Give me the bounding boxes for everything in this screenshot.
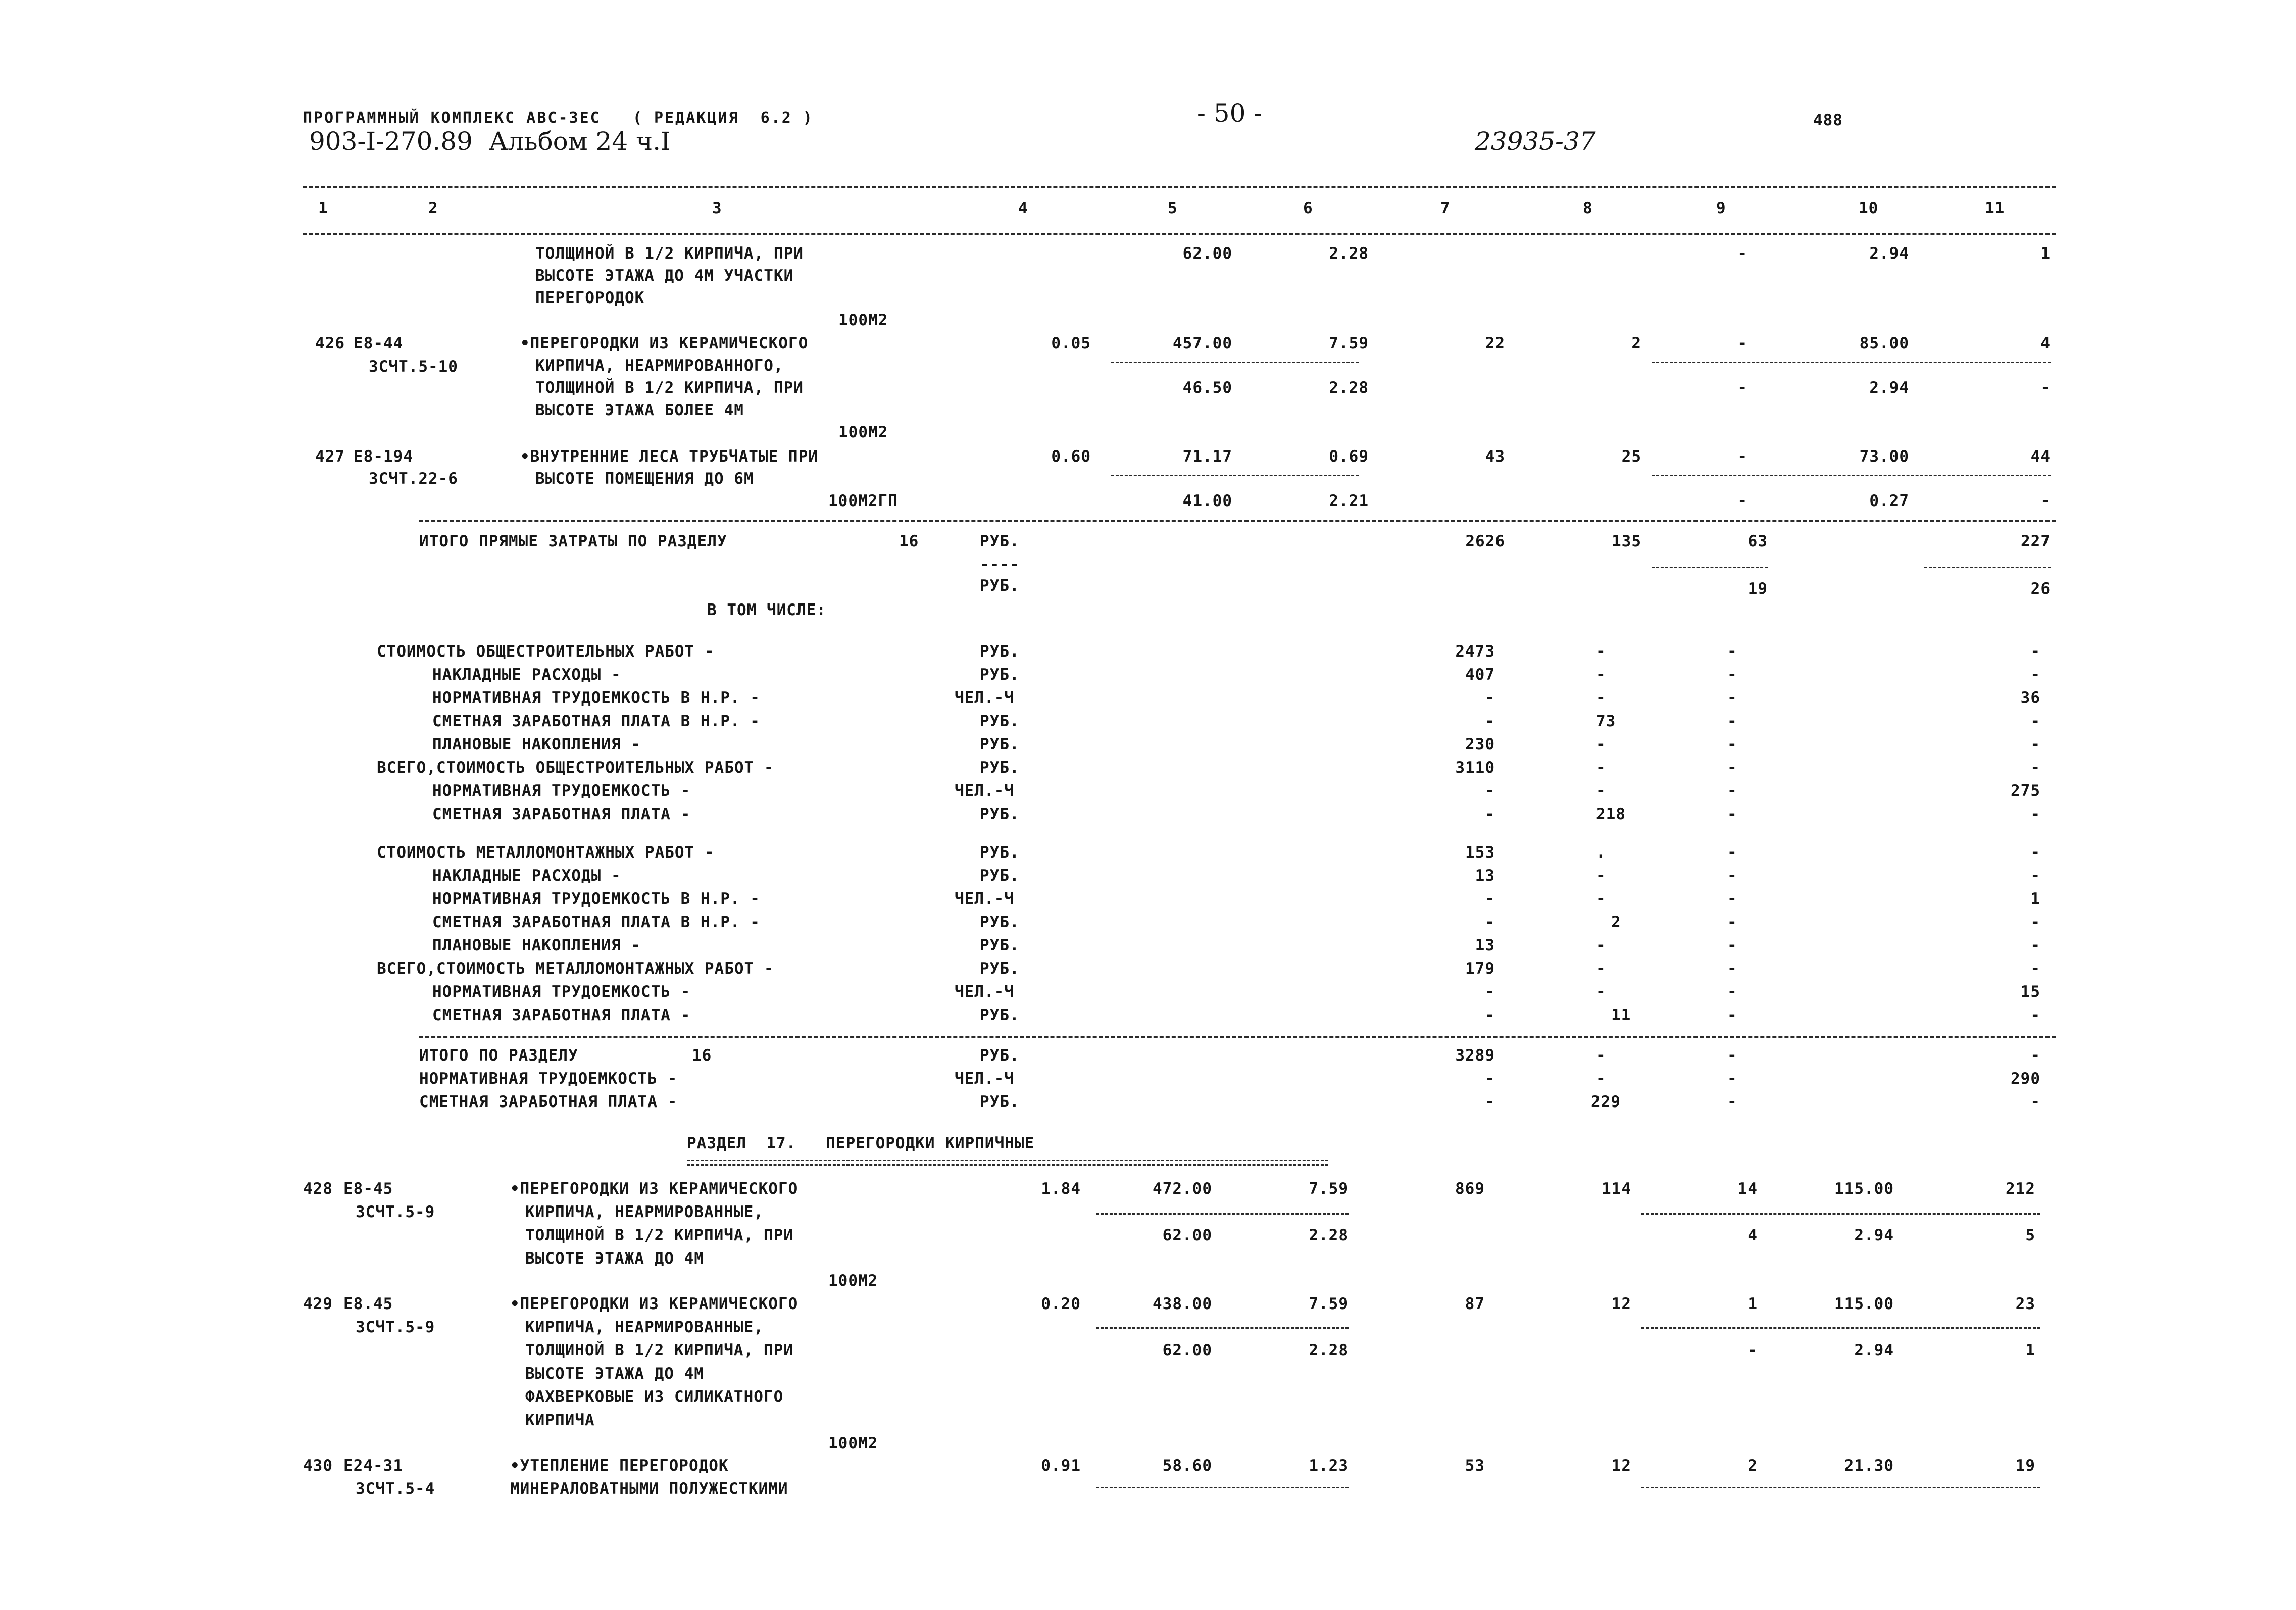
itogo-direct-c8: 135 [1612,532,1641,550]
metal-label-1: НАКЛАДНЫЕ РАСХОДЫ - [432,867,621,885]
row426-c9a: - [1737,334,1748,353]
metal-unit-1: РУБ. [980,867,1020,885]
row429-c10b: 2.94 [1854,1341,1894,1360]
top-desc-line-3: ПЕРЕГОРОДОК [535,289,645,307]
construction-c9-2: - [1727,689,1737,707]
metal-unit-6: ЧЕЛ.-Ч [955,983,1014,1001]
row426-unit: 100М2 [838,423,888,441]
row426-c11a: 4 [2040,334,2051,353]
itogo-section-label-1: НОРМАТИВНАЯ ТРУДОЕМКОСТЬ - [419,1070,678,1088]
construction-unit-0: РУБ. [980,642,1020,661]
row429-num: 429 [303,1295,333,1313]
itogo-direct-c9: 63 [1748,532,1768,550]
row428-c10a: 115.00 [1834,1180,1894,1198]
construction-c7-2: - [1485,689,1495,707]
row429-unit: 100М2 [828,1434,878,1452]
project-title: 903-I-270.89 Альбом 24 ч.I [309,127,671,156]
construction-c11-0: - [2030,642,2040,661]
col-9: 9 [1716,199,1726,217]
construction-c7-7: - [1485,805,1495,823]
row429-c9a: 1 [1748,1295,1758,1313]
row428-desc-3: ТОЛЩИНОЙ В 1/2 КИРПИЧА, ПРИ [525,1226,793,1244]
itogo-section-c8-2: 229 [1591,1093,1621,1111]
metal-c11-1: - [2030,867,2040,885]
construction-c11-5: - [2030,759,2040,777]
metal-c11-2: 1 [2030,890,2040,908]
row428-c11b: 5 [2025,1226,2035,1244]
row426-code: Е8-44 [354,334,404,353]
page-number: - 50 - [1197,98,1263,128]
row427-desc-2: ВЫСОТЕ ПОМЕЩЕНИЯ ДО 6М [535,470,754,488]
metal-c7-4: 13 [1475,936,1495,954]
document-code: 23935-37 [1475,127,1596,156]
row427-c11a: 44 [2030,447,2051,466]
row426-c10a: 85.00 [1859,334,1909,353]
construction-label-2: НОРМАТИВНАЯ ТРУДОЕМКОСТЬ В Н.Р. - [432,689,760,707]
row427-c7: 43 [1485,447,1505,466]
metal-c9-1: - [1727,867,1737,885]
metal-c8-0: . [1596,843,1606,862]
construction-unit-5: РУБ. [980,759,1020,777]
row430-ref: ЗСЧТ.5-4 [356,1480,435,1498]
construction-c8-2: - [1596,689,1606,707]
metal-c8-6: - [1596,983,1606,1001]
itogo-section-c11-0: - [2030,1046,2040,1065]
row428-c5a: 472.00 [1153,1180,1212,1198]
construction-c8-3: 73 [1596,712,1616,730]
metal-c7-6: - [1485,983,1495,1001]
row426-c4: 0.05 [1051,334,1091,353]
row430-sub-rule-right [1641,1487,2040,1488]
metal-c8-7: 11 [1611,1006,1631,1024]
construction-c11-7: - [2030,805,2040,823]
metal-c7-5: 179 [1465,960,1495,978]
row426-desc-2: КИРПИЧА, НЕАРМИРОВАННОГО, [535,357,784,375]
row428-desc-4: ВЫСОТЕ ЭТАЖА ДО 4М [525,1249,704,1268]
row428-desc-1: •ПЕРЕГОРОДКИ ИЗ КЕРАМИЧЕСКОГО [510,1180,798,1198]
construction-c11-1: - [2030,666,2040,684]
metal-c7-2: - [1485,890,1495,908]
construction-c11-2: 36 [2020,689,2040,707]
construction-c7-1: 407 [1465,666,1495,684]
row429-c4: 0.20 [1041,1295,1081,1313]
row427-c9a: - [1737,447,1748,466]
row427-code: Е8-194 [354,447,413,466]
row429-c7: 87 [1465,1295,1485,1313]
row428-c10b: 2.94 [1854,1226,1894,1244]
metal-c9-5: - [1727,960,1737,978]
col-1: 1 [318,199,328,217]
row428-code: Е8-45 [343,1180,393,1198]
col-6: 6 [1303,199,1313,217]
metal-c11-6: 15 [2020,983,2040,1001]
row426-ref: ЗСЧТ.5-10 [369,358,458,376]
row429-sub-rule-right [1641,1327,2040,1329]
metal-label-7: СМЕТНАЯ ЗАРАБОТНАЯ ПЛАТА - [432,1006,691,1024]
construction-c8-6: - [1596,782,1606,800]
metal-label-0: СТОИМОСТЬ МЕТАЛЛОМОНТАЖНЫХ РАБОТ - [377,843,715,862]
col-2: 2 [428,199,438,217]
header-rule-bottom [303,233,2056,235]
col-8: 8 [1583,199,1593,217]
col-5: 5 [1168,199,1178,217]
itogo-section-label-2: СМЕТНАЯ ЗАРАБОТНАЯ ПЛАТА - [419,1093,678,1111]
row430-sub-rule-left [1096,1487,1349,1488]
itogo-section-c9-2: - [1727,1093,1737,1111]
metal-c8-3: 2 [1611,913,1621,931]
itogo-section-label-0: ИТОГО ПО РАЗДЕЛУ [419,1046,578,1065]
row427-desc-1: •ВНУТРЕННИЕ ЛЕСА ТРУБЧАТЫЕ ПРИ [520,447,818,466]
itogo-direct-c7: 2626 [1465,532,1505,550]
row429-c11a: 23 [2015,1295,2035,1313]
row429-ref: ЗСЧТ.5-9 [356,1318,435,1336]
itogo-section-c11-1: 290 [2011,1070,2040,1088]
metal-c11-4: - [2030,936,2040,954]
itogo-section-c7-1: - [1485,1070,1495,1088]
row426-c9b: - [1737,379,1748,397]
metal-c9-4: - [1727,936,1737,954]
row429-c11b: 1 [2025,1341,2035,1360]
metal-c9-0: - [1727,843,1737,862]
top-unit: 100М2 [838,311,888,329]
row430-c9a: 2 [1748,1456,1758,1475]
row427-c8: 25 [1621,447,1641,466]
construction-c8-7: 218 [1596,805,1626,823]
metal-c8-2: - [1596,890,1606,908]
itogo-direct-sub-rule-mid [1652,567,1768,568]
row428-c7: 869 [1455,1180,1485,1198]
section-17-underline [687,1160,1328,1166]
row428-c11a: 212 [2006,1180,2035,1198]
metal-unit-5: РУБ. [980,960,1020,978]
construction-c8-0: - [1596,642,1606,661]
metal-c7-3: - [1485,913,1495,931]
itogo-section-rule [419,1036,2056,1038]
itogo-direct-dashes: ---- [980,556,1020,574]
row427-ref: ЗСЧТ.22-6 [369,470,458,488]
top-desc-line-1: ТОЛЩИНОЙ В 1/2 КИРПИЧА, ПРИ [535,244,804,263]
construction-label-3: СМЕТНАЯ ЗАРАБОТНАЯ ПЛАТА В Н.Р. - [432,712,760,730]
metal-label-6: НОРМАТИВНАЯ ТРУДОЕМКОСТЬ - [432,983,691,1001]
construction-unit-4: РУБ. [980,735,1020,753]
itogo-section-c11-2: - [2030,1093,2040,1111]
row427-c5b: 41.00 [1182,492,1232,510]
metal-unit-4: РУБ. [980,936,1020,954]
row430-c11a: 19 [2015,1456,2035,1475]
col-10: 10 [1859,199,1879,217]
row427-c9b: - [1737,492,1748,510]
row429-code: Е8.45 [343,1295,393,1313]
itogo-direct-unit-2: РУБ. [980,577,1020,595]
row430-c6a: 1.23 [1309,1456,1349,1475]
row429-desc-2: КИРПИЧА, НЕАРМИРОВАННЫЕ, [525,1318,764,1336]
row428-ref: ЗСЧТ.5-9 [356,1203,435,1221]
row426-c5a: 457.00 [1173,334,1232,353]
construction-c9-5: - [1727,759,1737,777]
metal-label-2: НОРМАТИВНАЯ ТРУДОЕМКОСТЬ В Н.Р. - [432,890,760,908]
row428-unit: 100М2 [828,1272,878,1290]
row429-c10a: 115.00 [1834,1295,1894,1313]
metal-c7-1: 13 [1475,867,1495,885]
metal-c11-3: - [2030,913,2040,931]
construction-c11-6: 275 [2011,782,2040,800]
row429-c9b: - [1748,1341,1758,1360]
row430-c4: 0.91 [1041,1456,1081,1475]
row426-sub-rule-left [1111,362,1359,363]
row429-desc-1: •ПЕРЕГОРОДКИ ИЗ КЕРАМИЧЕСКОГО [510,1295,798,1313]
itogo-section-unit-2: РУБ. [980,1093,1020,1111]
row430-c5a: 58.60 [1162,1456,1212,1475]
construction-unit-6: ЧЕЛ.-Ч [955,782,1014,800]
itogo-section-c8-1: - [1596,1070,1606,1088]
row427-c6a: 0.69 [1329,447,1369,466]
row426-sub-rule-right [1652,362,2051,363]
construction-label-0: СТОИМОСТЬ ОБЩЕСТРОИТЕЛЬНЫХ РАБОТ - [377,642,715,661]
row430-c7: 53 [1465,1456,1485,1475]
metal-label-4: ПЛАНОВЫЕ НАКОПЛЕНИЯ - [432,936,641,954]
row429-sub-rule-left [1096,1327,1349,1329]
metal-c8-4: - [1596,936,1606,954]
row426-desc-1: •ПЕРЕГОРОДКИ ИЗ КЕРАМИЧЕСКОГО [520,334,809,353]
construction-c7-3: - [1485,712,1495,730]
row428-c6a: 7.59 [1309,1180,1349,1198]
itogo-section-c7-0: 3289 [1455,1046,1495,1065]
itogo-section-c7-2: - [1485,1093,1495,1111]
row427-unit: 100М2ГП [828,492,898,510]
col-7: 7 [1440,199,1451,217]
row426-c6b: 2.28 [1329,379,1369,397]
section-17-title: РАЗДЕЛ 17. ПЕРЕГОРОДКИ КИРПИЧНЫЕ [687,1134,1035,1152]
construction-c8-4: - [1596,735,1606,753]
construction-c7-0: 2473 [1455,642,1495,661]
row428-c5b: 62.00 [1162,1226,1212,1244]
metal-c9-3: - [1727,913,1737,931]
row426-c11b: - [2040,379,2051,397]
construction-c9-1: - [1727,666,1737,684]
itogo-section-c8-0: - [1596,1046,1606,1065]
row427-c10b: 0.27 [1869,492,1909,510]
construction-unit-7: РУБ. [980,805,1020,823]
construction-c8-1: - [1596,666,1606,684]
row428-c8: 114 [1602,1180,1631,1198]
itogo-section-unit-1: ЧЕЛ.-Ч [955,1070,1014,1088]
construction-c9-6: - [1727,782,1737,800]
row429-c8: 12 [1611,1295,1631,1313]
in-that-number: В ТОМ ЧИСЛЕ: [707,601,826,619]
row426-num: 426 [315,334,345,353]
row430-c8: 12 [1611,1456,1631,1475]
construction-label-5: ВСЕГО,СТОИМОСТЬ ОБЩЕСТРОИТЕЛЬНЫХ РАБОТ - [377,759,774,777]
row426-c5b: 46.50 [1182,379,1232,397]
row428-desc-2: КИРПИЧА, НЕАРМИРОВАННЫЕ, [525,1203,764,1221]
row429-desc-4: ВЫСОТЕ ЭТАЖА ДО 4М [525,1365,704,1383]
construction-label-6: НОРМАТИВНАЯ ТРУДОЕМКОСТЬ - [432,782,691,800]
construction-c11-4: - [2030,735,2040,753]
row426-c6a: 7.59 [1329,334,1369,353]
row426-desc-4: ВЫСОТЕ ЭТАЖА БОЛЕЕ 4М [535,401,744,419]
metal-unit-3: РУБ. [980,913,1020,931]
program-title: ПРОГРАММНЫЙ КОМПЛЕКС АВС-ЗЕС ( РЕДАКЦИЯ 6.2 ) [303,109,814,127]
row427-sub-rule-left [1111,475,1359,476]
construction-label-1: НАКЛАДНЫЕ РАСХОДЫ - [432,666,621,684]
itogo-direct-sub-rule-right [1924,567,2051,568]
row428-sub-rule-left [1096,1213,1349,1215]
row427-c11b: - [2040,492,2051,510]
metal-label-5: ВСЕГО,СТОИМОСТЬ МЕТАЛЛОМОНТАЖНЫХ РАБОТ - [377,960,774,978]
row429-c6b: 2.28 [1309,1341,1349,1360]
metal-c11-7: - [2030,1006,2040,1024]
row429-desc-3: ТОЛЩИНОЙ В 1/2 КИРПИЧА, ПРИ [525,1341,793,1360]
itogo-section-c9-1: - [1727,1070,1737,1088]
itogo-section-c9-0: - [1727,1046,1737,1065]
row427-c6b: 2.21 [1329,492,1369,510]
construction-c7-4: 230 [1465,735,1495,753]
row426-c8: 2 [1631,334,1641,353]
top-desc-line-2: ВЫСОТЕ ЭТАЖА ДО 4М УЧАСТКИ [535,267,794,285]
metal-unit-0: РУБ. [980,843,1020,862]
row427-c5a: 71.17 [1182,447,1232,466]
row426-c10b: 2.94 [1869,379,1909,397]
row427-num: 427 [315,447,345,466]
row429-c5a: 438.00 [1153,1295,1212,1313]
col-3: 3 [712,199,722,217]
construction-c9-4: - [1727,735,1737,753]
row428-sub-rule-right [1641,1213,2040,1215]
metal-c9-7: - [1727,1006,1737,1024]
construction-c9-0: - [1727,642,1737,661]
row429-c6a: 7.59 [1309,1295,1349,1313]
metal-c8-5: - [1596,960,1606,978]
metal-c7-0: 153 [1465,843,1495,862]
col-11: 11 [1985,199,2005,217]
row426-c7: 22 [1485,334,1505,353]
top-c5: 62.00 [1182,244,1232,263]
itogo-direct-c11b: 26 [2030,580,2051,598]
row430-code: Е24-31 [343,1456,403,1475]
row428-num: 428 [303,1180,333,1198]
top-c9: - [1737,244,1748,263]
col-4: 4 [1018,199,1028,217]
metal-c7-7: - [1485,1006,1495,1024]
construction-c7-5: 3110 [1455,759,1495,777]
metal-c8-1: - [1596,867,1606,885]
metal-unit-2: ЧЕЛ.-Ч [955,890,1014,908]
row428-c9b: 4 [1748,1226,1758,1244]
sheet-number: 488 [1813,111,1843,129]
itogo-direct-unit: РУБ. [980,532,1020,550]
row429-desc-6: КИРПИЧА [525,1411,595,1429]
top-c11: 1 [2040,244,2051,263]
construction-unit-3: РУБ. [980,712,1020,730]
itogo-direct-c9b: 19 [1748,580,1768,598]
metal-unit-7: РУБ. [980,1006,1020,1024]
row430-desc-1: •УТЕПЛЕНИЕ ПЕРЕГОРОДОК [510,1456,729,1475]
top-c6: 2.28 [1329,244,1369,263]
metal-c11-0: - [2030,843,2040,862]
itogo-direct-section: 16 [899,532,919,550]
row426-desc-3: ТОЛЩИНОЙ В 1/2 КИРПИЧА, ПРИ [535,379,804,397]
header-rule-top [303,186,2056,188]
construction-label-7: СМЕТНАЯ ЗАРАБОТНАЯ ПЛАТА - [432,805,691,823]
itogo-section-number: 16 [692,1046,712,1065]
construction-c7-6: - [1485,782,1495,800]
row427-c10a: 73.00 [1859,447,1909,466]
construction-unit-2: ЧЕЛ.-Ч [955,689,1014,707]
construction-label-4: ПЛАНОВЫЕ НАКОПЛЕНИЯ - [432,735,641,753]
metal-c11-5: - [2030,960,2040,978]
row430-c10a: 21.30 [1844,1456,1894,1475]
row427-c4: 0.60 [1051,447,1091,466]
itogo-direct-rule [419,520,2056,522]
row429-desc-5: ФАХВЕРКОВЫЕ ИЗ СИЛИКАТНОГО [525,1388,784,1406]
construction-unit-1: РУБ. [980,666,1020,684]
metal-c9-2: - [1727,890,1737,908]
row430-num: 430 [303,1456,333,1475]
row428-c6b: 2.28 [1309,1226,1349,1244]
itogo-section-unit-0: РУБ. [980,1046,1020,1065]
row429-c5b: 62.00 [1162,1341,1212,1360]
row428-c9a: 14 [1737,1180,1758,1198]
construction-c9-7: - [1727,805,1737,823]
row428-c4: 1.84 [1041,1180,1081,1198]
itogo-direct-c11: 227 [2021,532,2051,550]
construction-c9-3: - [1727,712,1737,730]
construction-c8-5: - [1596,759,1606,777]
metal-label-3: СМЕТНАЯ ЗАРАБОТНАЯ ПЛАТА В Н.Р. - [432,913,760,931]
top-c10: 2.94 [1869,244,1909,263]
metal-c9-6: - [1727,983,1737,1001]
itogo-direct-label: ИТОГО ПРЯМЫЕ ЗАТРАТЫ ПО РАЗДЕЛУ [419,532,727,550]
row430-desc-2: МИНЕРАЛОВАТНЫМИ ПОЛУЖЕСТКИМИ [510,1480,788,1498]
construction-c11-3: - [2030,712,2040,730]
row427-sub-rule-right [1652,475,2051,476]
